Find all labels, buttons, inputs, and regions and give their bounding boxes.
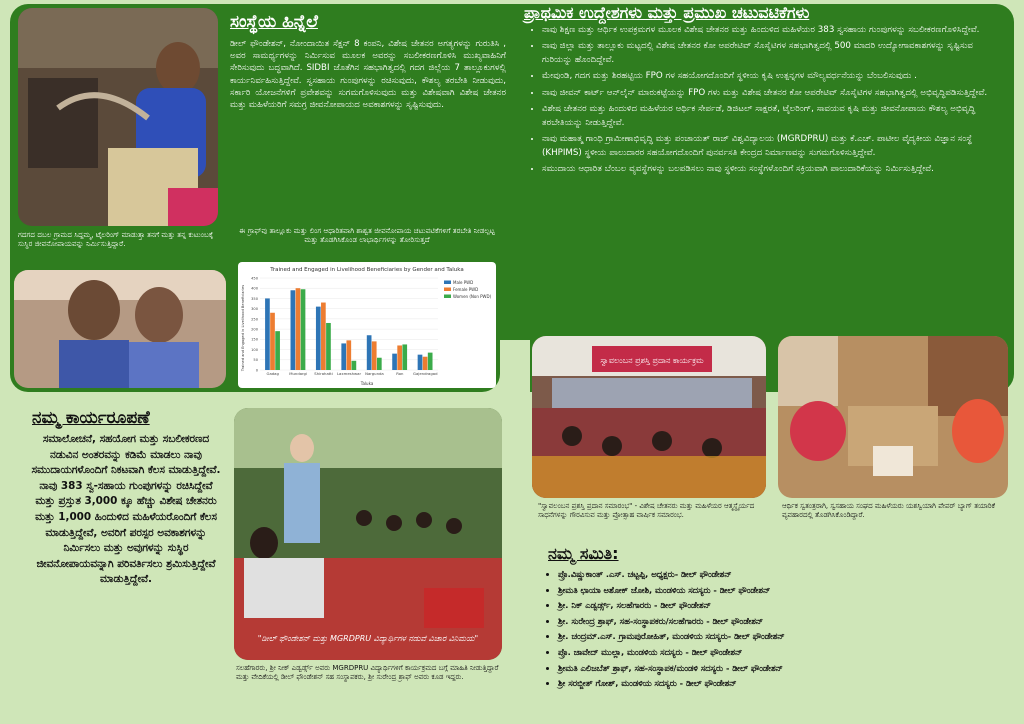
objectives-title: ಪ್ರಾಥಮಿಕ ಉದ್ದೇಶಗಳು ಮತ್ತು ಪ್ರಮುಖ ಚಟುವಟಿಕೆಗಳು	[524, 3, 810, 22]
chart-bar	[296, 288, 301, 370]
chart-bar	[316, 307, 321, 370]
chart-legend-swatch	[444, 281, 451, 285]
chart-ytick: 300	[251, 307, 258, 312]
committee-member: • ಶ್ರೀಮತಿ ಎಲಿಜಬೆತ್ ಶ್ರಾಫ್, ಸಹ-ಸಂಸ್ಥಾಪಕ/ಮಂಡಳಿ ಸದಸ್ಯರು - ಡೀಲ್ ಫೌಂಡೇಶನ್	[558, 662, 1008, 675]
committee-member: • ಶ್ರೀ. ಸುರೇಂದ್ರ ಶ್ರಾಫ್, ಸಹ-ಸಂಸ್ಥಾಪಕರು/ಸಲಹೆಗಾರರು - ಡೀಲ್ ಫೌಂಡೇಶನ್	[558, 615, 1008, 628]
committee-member: • ಪ್ರೊ.ವಿಷ್ಣುಕಾಂತ್ .ಎಸ್. ಚಟ್ಟಪ್ಪಿ, ಅಧ್ಯಕ್ಷರು- ಡೀಲ್ ಫೌಂಡೇಶನ್	[558, 568, 1008, 581]
chart-ytick: 100	[251, 347, 258, 352]
meeting-label: "ಡೀಲ್ ಫೌಂಡೇಶನ್ ಮತ್ತು MGRDPRU ವಿದ್ಯಾರ್ಥಿಗಳ ನಡುವೆ ವಿಚಾರ ವಿನಿಮಯ"	[257, 634, 479, 643]
committee-member: • ಶ್ರೀ. ಚಂದ್ರಮ್.ಎಸ್. ಗ್ರಾಮಪುರೋಹಿತ್, ಮಂಡಳಿಯ ಸದಸ್ಯರು- ಡೀಲ್ ಫೌಂಡೇಶನ್	[558, 630, 1008, 643]
objective-item: • ನಾವು ಜೀವನ್ ಕಾರ್ಟ್ ಆನ್‌ಲೈನ್ ಮಾರುಕಟ್ಟೆಯನ್ನು FPO ಗಳು ಮತ್ತು ವಿಶೇಷ ಚೇತನರ ಕೋ ಆಪರೇಟಿವ್ ಸೊಸೈಟಿಗಳ ಸಹಭಾಗಿತ್ವದಲ್ಲಿ ಅಭಿವೃದ್ಧಿಪಡಿಸುತ್ತಿದ್ದೇವೆ.	[542, 87, 1004, 100]
chart-bar	[428, 353, 433, 370]
award-event-photo	[532, 336, 766, 498]
chart-bar	[270, 313, 275, 370]
chart-title: Trained and Engaged in Livelihood Beneficiaries by Gender and Taluka	[270, 267, 464, 273]
chart-bar	[352, 361, 357, 370]
chart-ytick: 0	[255, 368, 258, 373]
objective-item: • ನಾವು ಜಿಲ್ಲಾ ಮತ್ತು ತಾಲ್ಲೂಕು ಮಟ್ಟದಲ್ಲಿ ವಿಶೇಷ ಚೇತನರ ಕೋ ಆಪರೇಟಿವ್ ಸೊಸೈಟಿಗಳ ಸಹಭಾಗಿತ್ವದಲ್ಲಿ 500 ಮಾದರಿ ಉದ್ಯೋಗಾವಕಾಶಗಳನ್ನು ಸೃಷ್ಟಿಸುವ ಗುರಿಯನ್ನು ಹೊಂದಿದ್ದೇವೆ.	[542, 40, 1004, 67]
chart-legend-swatch	[444, 288, 451, 292]
objective-item: • ನಾವು ಮಹಾತ್ಮ ಗಾಂಧಿ ಗ್ರಾಮೀಣಾಭಿವೃದ್ಧಿ ಮತ್ತು ಪಂಚಾಯತ್ ರಾಜ್ ವಿಶ್ವವಿದ್ಯಾಲಯ (MGRDPRU) ಮತ್ತು ಕೆ.ಎಚ್. ಪಾಟೀಲ ವೈದ್ಯಕೀಯ ವಿಜ್ಞಾನ ಸಂಸ್ಥೆ (KHPIMS) ಸ್ಥಳೀಯ ಪಾಲುದಾರರ ಸಹಯೋಗದೊಂದಿಗೆ ಪುನರ್ವಸತಿ ಕೇಂದ್ರದ ನಿರ್ಮಾಣವನ್ನು ಸುಗಮಗೊಳಿಸುತ್ತಿದ್ದೇವೆ.	[542, 133, 1004, 160]
objectives-list	[532, 24, 1004, 180]
chart-ytick: 150	[251, 337, 258, 342]
committee-title: ನಮ್ಮ ಸಮಿತಿ:	[548, 544, 619, 563]
beneficiaries-chart	[238, 262, 496, 388]
chart-bar	[346, 340, 351, 370]
chart-bar	[326, 323, 331, 370]
meeting-photo	[234, 408, 502, 660]
committee-member: • ಶ್ರೀಮತಿ ಛಾಯಾ ಅಶೋಕ್ ಜೋಶಿ, ಮಂಡಳಿಯ ಸದಸ್ಯರು - ಡೀಲ್ ಫೌಂಡೇಶನ್	[558, 584, 1008, 597]
chart-xtick: Mundargi	[289, 371, 308, 376]
chart-xtick: Shirahatti	[314, 371, 333, 376]
award-event-caption: "ಸ್ವಾವಲಂಬನ ಪ್ರಶಸ್ತಿ ಪ್ರದಾನ ಸಮಾರಂಭ" - ವಿಶೇಷ ಚೇತನರು ಮತ್ತು ಮಹಿಳೆಯರ ಆತ್ಮಸ್ಥೈರ್ಯದ ಸಾಧನೆಗಳನ್ನು ಗೌರವಿಸುವ ಮತ್ತು ಪ್ರೋತ್ಸಾಹ ವಾರ್ಷಿಕ ಸಮಾರಂಭ.	[538, 502, 755, 519]
chart-bar	[377, 358, 382, 370]
history-title: ಸಂಸ್ಥೆಯ ಹಿನ್ನೆಲೆ	[230, 12, 318, 32]
children-photo	[14, 270, 226, 388]
chart-legend-swatch	[444, 295, 451, 299]
committee-member: • ಪ್ರೊ. ಜಾವೇದ್ ಮುಲ್ಲಾ, ಮಂಡಳಿಯ ಸದಸ್ಯರು - ಡೀಲ್ ಫೌಂಡೇಶನ್	[558, 646, 1008, 659]
chart-ytick: 250	[251, 317, 258, 322]
committee-list	[548, 568, 1008, 693]
objective-item: • ವಿಶೇಷ ಚೇತನರ ಮತ್ತು ಹಿಂದುಳಿದ ಮಹಿಳೆಯರ ಆರ್ಥಿಕ ಸೇರ್ಪಡೆ, ಡಿಜಿಟಲ್ ಸಾಕ್ಷರತೆ, ಟೈಲರಿಂಗ್, ಸಾವಯವ ಕೃಷಿ ಮತ್ತು ಜೀವನೋಪಾಯ ಕೌಶಲ್ಯ ಅಭಿವೃದ್ಧಿ ತರಬೇತಿಯನ್ನು ನೀಡುತ್ತಿದ್ದೇವೆ.	[542, 103, 1004, 130]
chart-ytick: 200	[251, 327, 258, 332]
chart-caption: ಈ ಗ್ರಾಫ್‌ವು ತಾಲ್ಲೂಕು ಮತ್ತು ಲಿಂಗ ಆಧಾರಿತವಾಗಿ ಶಾಶ್ವತ ಜೀವನೋಪಾಯ ಚಟುವಟಿಕೆಗಳಿಗೆ ತರಬೇತಿ ನೀಡಲ್ಪಟ್ಟ ಮತ್ತು ತೊಡಗಿಸಿಕೊಂಡ ಲಾಭಾರ್ಥಿಗಳನ್ನು ತೋರಿಸುತ್ತದೆ	[239, 226, 495, 244]
chart-xtick: Gajendragad	[413, 371, 438, 376]
chart-xlabel: Taluka	[360, 381, 374, 386]
chart-bar	[423, 357, 428, 370]
chart-bar	[402, 344, 407, 370]
chart-bar	[291, 290, 296, 370]
chart-legend-label: Women (Non PWD)	[453, 294, 492, 299]
objective-item: • ನಾವು ಶಿಕ್ಷಣ ಮತ್ತು ಆರ್ಥಿಕ ಉಪಕ್ರಮಗಳ ಮೂಲಕ ವಿಶೇಷ ಚೇತನರ ಮತ್ತು ಹಿಂದುಳಿದ ಮಹಿಳೆಯರ 383 ಸ್ವಸಹಾಯ ಗುಂಪುಗಳನ್ನು ಸಬಲೀಕರಣಗೊಳಿಸಿದ್ದೇವೆ.	[542, 24, 1004, 37]
chart-xtick: Laxmeshwar	[336, 371, 362, 376]
chart-bar	[275, 331, 280, 370]
meeting-caption: ಸಲಹೆಗಾರರು, ಶ್ರೀ ನೀಕ್ ಎಡ್ವರ್ಡ್ಸ್ ಅವರು MGRDPRU ವಿದ್ಯಾರ್ಥಿಗಳಿಗೆ ಕಾರ್ಯಕ್ರಮದ ಬಗ್ಗೆ ಮಾಹಿತಿ ನೀಡುತ್ತಿದ್ದಾರೆ ಮತ್ತು ವೇದಿಕೆಯಲ್ಲಿ ಡೀಲ್ ಫೌಂಡೇಶನ್ ಸಹ ಸಂಸ್ಥಾಪಕರು, ಶ್ರೀ ಸುರೇಂದ್ರ ಶ್ರಾಫ್ ಅವರು ಕೂಡ ಇದ್ದರು.	[236, 664, 499, 681]
paperbag-photo	[778, 336, 1008, 498]
chart-xtick: Ron	[396, 371, 404, 376]
chart-ytick: 450	[251, 276, 258, 281]
tailoring-photo	[18, 8, 218, 226]
chart-ytick: 350	[251, 296, 258, 301]
chart-bar	[418, 355, 423, 370]
committee-member: • ಶ್ರೀ. ನಿಕ್ ಎಡ್ವರ್ಡ್ಸ್, ಸಲಹೆಗಾರರು - ಡೀಲ್ ಫೌಂಡೇಶನ್	[558, 599, 1008, 612]
work-body: ಸಮಾಲೋಚನೆ, ಸಹಯೋಗ ಮತ್ತು ಸಬಲೀಕರಣದ ನಡುವಿನ ಅಂತರವನ್ನು ಕಡಿಮೆ ಮಾಡಲು ನಾವು ಸಮುದಾಯಗಳೊಂದಿಗೆ ನಿಕಟವಾಗಿ ಕೆಲಸ ಮಾಡುತ್ತಿದ್ದೇವೆ. ನಾವು 383 ಸ್ವ-ಸಹಾಯ ಗುಂಪುಗಳನ್ನು ರಚಿಸಿದ್ದೇವೆ ಮತ್ತು ಪ್ರಸ್ತುತ 3,000 ಕ್ಕೂ ಹೆಚ್ಚು ವಿಶೇಷ ಚೇತನರು ಮತ್ತು 1,000 ಹಿಂದುಳಿದ ಮಹಿಳೆಯರೊಂದಿಗೆ ಕೆಲಸ ಮಾಡುತ್ತಿದ್ದೇವೆ, ಅವರಿಗೆ ಪರಸ್ಪರ ಅವಕಾಶಗಳನ್ನು ನಿರ್ಮಿಸಲು ಮತ್ತು ಅವುಗಳನ್ನು ಸುಸ್ಥಿರ ಜೀವನೋಪಾಯವನ್ನಾಗಿ ಪರಿವರ್ತಿಸಲು ಶ್ರಮಿಸುತ್ತಿದ್ದೇವೆ ಮಾಡುತ್ತಿದ್ದೇವೆ.	[31, 433, 221, 586]
chart-xtick: Nargunda	[365, 371, 384, 376]
chart-xtick: Gadag	[266, 371, 279, 376]
chart-svg	[238, 262, 496, 388]
history-body: ಡೀಲ್ ಫೌಂಡೇಶನ್, ನೋಂದಾಯಿತ ಸೆಕ್ಷನ್ 8 ಕಂಪನಿ, ವಿಶೇಷ ಚೇತನರ ಅಗತ್ಯಗಳನ್ನು ಗುರುತಿಸಿ , ಅವರ ಸಾಮರ್ಥ್ಯಗಳನ್ನು ನಿರ್ಮಿಸುವ ಮೂಲಕ ಅವರನ್ನು ಸಬಲೀಕರಣಗೊಳಿಸಿ ಮುಖ್ಯವಾಹಿನಿಗೆ ಸೇರಿಸುವುದು ಬದ್ಧವಾಗಿದೆ. SIDBI ಜೊತೆಗಿನ ಸಹಭಾಗಿತ್ವದಲ್ಲಿ ಗದಗ ಜಿಲ್ಲೆಯ 7 ತಾಲ್ಲೂಕುಗಳಲ್ಲಿ ಕಾರ್ಯನಿರ್ವಹಿಸುತ್ತಿದ್ದೇವೆ. ಸ್ವಸಹಾಯ ಗುಂಪುಗಳನ್ನು ರಚಿಸುವುದು, ಕೌಶಲ್ಯ ತರಬೇತಿ ನೀಡುವುದು, ಸರ್ಕಾರಿ ಯೋಜನೆಗಳಿಗೆ ಪ್ರವೇಶವನ್ನು ಸುಗಮಗೊಳಿಸುವುದು ಮತ್ತು ವಿಶೇಷವಾಗಿ ವಿಶೇಷ ಚೇತನರ ಮತ್ತು ಮಹಿಳೆಯರಿಗೆ ಸಮಗ್ರ ಜೀವನೋಪಾಯದ ಅವಕಾಶಗಳನ್ನು ಸೃಷ್ಟಿಸುವುದು.	[230, 39, 506, 111]
chart-ytick: 50	[253, 358, 258, 363]
chart-legend-label: Male PWD	[453, 280, 474, 285]
chart-legend-label: Female PWD	[453, 287, 479, 292]
chart-ytick: 400	[251, 286, 258, 291]
committee-member: • ಶ್ರೀ ಸರಬ್ಜೀತ್ ಗೋಶ್, ಮಂಡಳಿಯ ಸದಸ್ಯರು - ಡೀಲ್ ಫೌಂಡೇಶನ್	[558, 677, 1008, 690]
chart-bar	[397, 345, 402, 370]
chart-bar	[392, 354, 397, 370]
objective-item: • ಸಮುದಾಯ ಆಧಾರಿತ ಬೆಂಬಲ ವ್ಯವಸ್ಥೆಗಳನ್ನು ಬಲಪಡಿಸಲು ನಾವು ಸ್ಥಳೀಯ ಸಂಸ್ಥೆಗಳೊಂದಿಗೆ ಸಕ್ರಿಯವಾಗಿ ಪಾಲುದಾರಿಕೆಯನ್ನು ನಿರ್ಮಿಸುತ್ತಿದ್ದೇವೆ.	[542, 163, 1004, 176]
chart-bar	[367, 335, 372, 370]
chart-bar	[301, 289, 306, 370]
chart-bar	[321, 303, 326, 370]
work-title: ನಮ್ಮ ಕಾರ್ಯರೂಪಣೆ	[32, 408, 150, 428]
chart-bar	[341, 343, 346, 370]
event-banner: ಸ್ವಾವಲಂಬನ ಪ್ರಶಸ್ತಿ ಪ್ರದಾನ ಕಾರ್ಯಕ್ರಮ	[600, 356, 704, 365]
objective-item: • ಮೇವುಂಡಿ, ಗದಗ ಮತ್ತು ಶಿರಹಟ್ಟಿಯ FPO ಗಳ ಸಹಯೋಗದೊಂದಿಗೆ ಸ್ಥಳೀಯ ಕೃಷಿ ಉತ್ಪನ್ನಗಳ ಮೌಲ್ಯವರ್ಧನೆಯನ್ನು ಬೆಂಬಲಿಸುವುದು .	[542, 70, 1004, 83]
paperbag-caption: ಆರ್ಥಿಕ ಸ್ವತಂತ್ರರಾಗಿ, ಸ್ವಸಹಾಯ ಸಂಘದ ಮಹಿಳೆಯರು ಯಶಸ್ವಿಯಾಗಿ ಪೇಪರ್ ಬ್ಯಾಗ್ ತಯಾರಿಕೆ ವ್ಯವಹಾರದಲ್ಲಿ ತೊಡಗಿಸಿಕೊಂಡಿದ್ದಾರೆ.	[782, 502, 996, 519]
chart-ylabel: Trained and Engaged in Livelihood Beneficiaries	[241, 284, 245, 372]
chart-bar	[265, 298, 270, 370]
tailoring-caption: ಗದಗದ ದಬಲ ಗ್ರಾಮದ ಸಿದ್ದಮ್ಮ, ಟೈಲರಿಂಗ್ ಮಾಡುತ್ತಾ ತನಗೆ ಮತ್ತು ತನ್ನ ಕುಟುಂಬಕ್ಕೆ ಸುಸ್ಥಿರ ಜೀವನೋಪಾಯವನ್ನು ನಿರ್ಮಿಸುತ್ತಿದ್ದಾರೆ.	[18, 230, 214, 248]
chart-bar	[372, 341, 377, 370]
